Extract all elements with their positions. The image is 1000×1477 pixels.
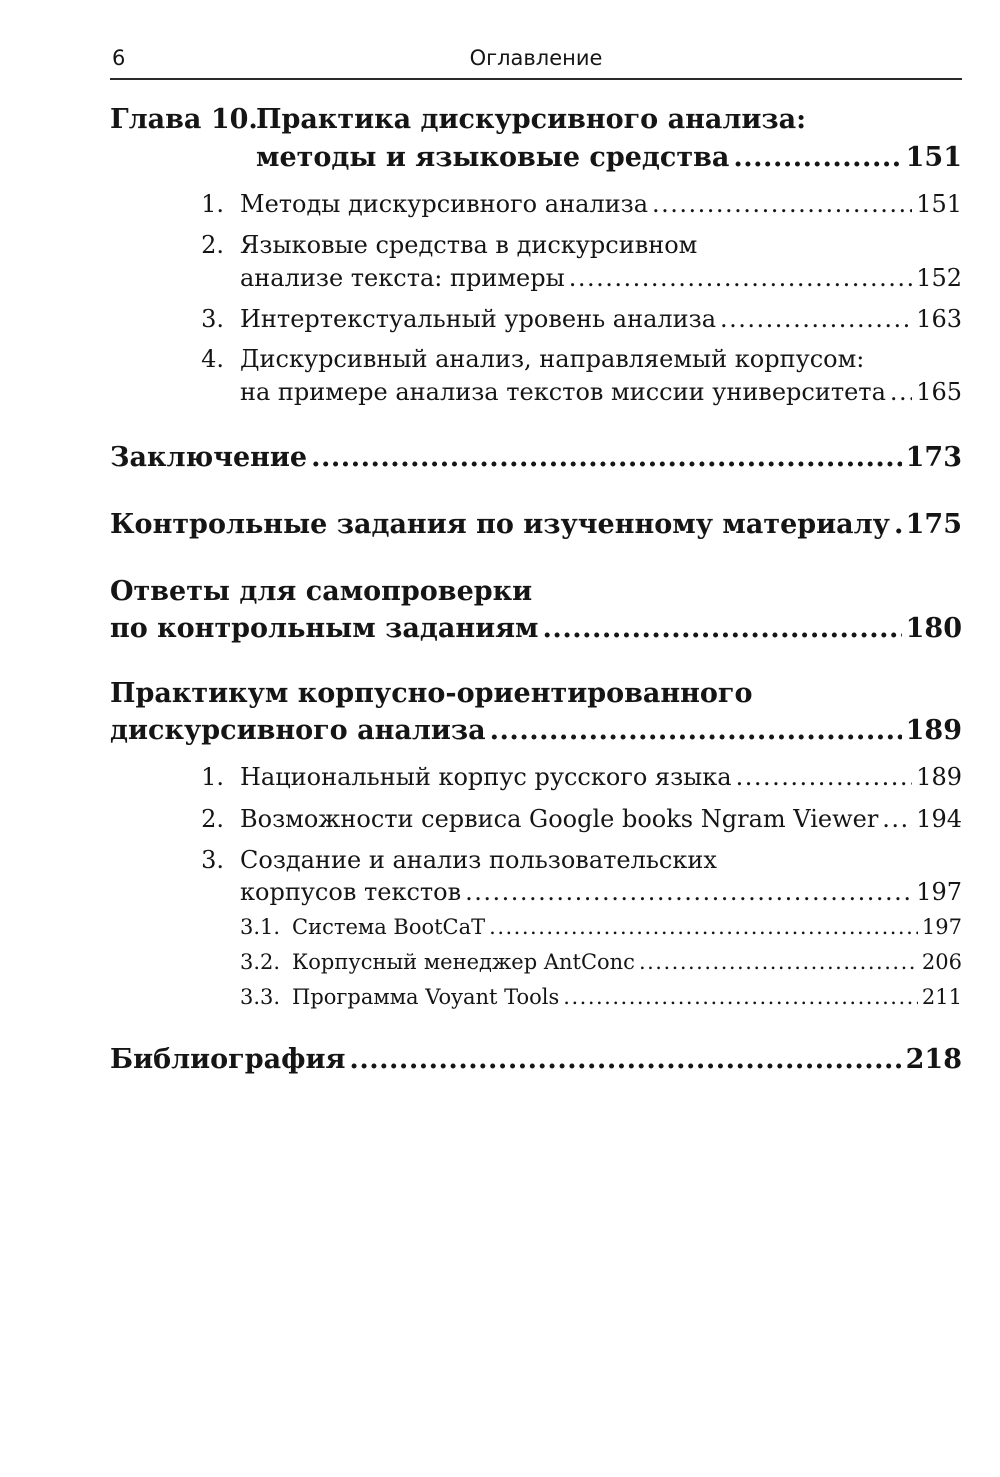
toc-entry-control-tasks[interactable] bbox=[110, 509, 962, 549]
dot-leader bbox=[489, 915, 918, 939]
page-number: 6 bbox=[112, 46, 126, 70]
dot-leader bbox=[733, 142, 901, 173]
section-title-line2: корпусов текстов bbox=[240, 878, 462, 906]
page-ref: 163 bbox=[916, 305, 962, 333]
toc-subsection-3-2[interactable] bbox=[240, 950, 962, 980]
section-title: Возможности сервиса Google books Ngram Viewer bbox=[240, 805, 879, 833]
page-ref: 206 bbox=[921, 950, 962, 974]
dot-leader bbox=[894, 509, 902, 540]
section-number: 1. bbox=[201, 190, 224, 218]
entry-title-line2: по контрольным заданиям bbox=[110, 613, 539, 644]
entry-title-line1: Ответы для самопроверки bbox=[110, 576, 533, 607]
page-ref: 175 bbox=[905, 509, 962, 540]
section-number: 4. bbox=[201, 345, 224, 373]
entry-title: Контрольные задания по изученному материалу bbox=[110, 509, 890, 540]
page-ref: 173 bbox=[905, 442, 962, 473]
section-title: Методы дискурсивного анализа bbox=[240, 190, 649, 218]
chapter-title-line2: методы и языковые средства bbox=[256, 142, 730, 173]
subsection-number: 3.1. bbox=[240, 915, 281, 939]
section-number: 2. bbox=[201, 231, 224, 259]
toc-entry-practicum[interactable] bbox=[110, 678, 962, 758]
toc-entry-bibliography[interactable] bbox=[110, 1044, 962, 1084]
entry-title: Библиография bbox=[110, 1044, 346, 1075]
dot-leader bbox=[569, 264, 912, 292]
dot-leader bbox=[563, 985, 918, 1009]
section-title-line2: анализе текста: примеры bbox=[240, 264, 565, 292]
toc-section-10-1[interactable] bbox=[200, 190, 962, 222]
section-title: Национальный корпус русского языка bbox=[240, 763, 732, 791]
dot-leader bbox=[882, 805, 912, 833]
dot-leader bbox=[890, 378, 912, 406]
section-title-line1: Языковые средства в дискурсивном bbox=[240, 231, 698, 259]
entry-title-line1: Практикум корпусно-ориентированного bbox=[110, 678, 753, 709]
page-ref: 151 bbox=[905, 142, 962, 173]
section-number: 2. bbox=[201, 805, 224, 833]
toc-subsection-3-3[interactable] bbox=[240, 985, 962, 1015]
dot-leader bbox=[639, 950, 918, 974]
section-number: 3. bbox=[201, 846, 224, 874]
page-ref: 180 bbox=[905, 613, 962, 644]
toc-section-10-3[interactable] bbox=[200, 305, 962, 337]
entry-title-line2: дискурсивного анализа bbox=[110, 715, 486, 746]
subsection-title: Система BootCaT bbox=[292, 915, 486, 939]
page-ref: 189 bbox=[916, 763, 962, 791]
page-ref: 211 bbox=[921, 985, 962, 1009]
subsection-number: 3.3. bbox=[240, 985, 281, 1009]
page-ref: 152 bbox=[916, 264, 962, 292]
toc-entry-conclusion[interactable] bbox=[110, 442, 962, 482]
toc-section-10-2[interactable] bbox=[200, 231, 962, 297]
chapter-prefix: Глава 10. bbox=[110, 104, 258, 135]
page-header bbox=[110, 40, 962, 80]
dot-leader bbox=[543, 613, 902, 644]
dot-leader bbox=[736, 763, 913, 791]
running-title: Оглавление bbox=[469, 46, 603, 70]
dot-leader bbox=[465, 878, 912, 906]
page-ref: 197 bbox=[916, 878, 962, 906]
subsection-title: Программа Voyant Tools bbox=[292, 985, 560, 1009]
section-title-line1: Дискурсивный анализ, направляемый корпусом: bbox=[240, 345, 865, 373]
toc-section-10-4[interactable] bbox=[200, 345, 962, 411]
toc-entry-answers[interactable] bbox=[110, 576, 962, 656]
subsection-title: Корпусный менеджер AntConc bbox=[292, 950, 635, 974]
subsection-number: 3.2. bbox=[240, 950, 281, 974]
dot-leader bbox=[311, 442, 902, 473]
dot-leader bbox=[720, 305, 912, 333]
section-title-line2: на примере анализа текстов миссии университета bbox=[240, 378, 886, 406]
dot-leader bbox=[652, 190, 912, 218]
page-ref: 197 bbox=[921, 915, 962, 939]
chapter-title-line1: Практика дискурсивного анализа: bbox=[256, 104, 807, 135]
dot-leader bbox=[349, 1044, 901, 1075]
page-ref: 218 bbox=[905, 1044, 962, 1075]
page-ref: 151 bbox=[916, 190, 962, 218]
dot-leader bbox=[490, 715, 902, 746]
toc-section-practicum-2[interactable] bbox=[200, 805, 962, 837]
toc-section-practicum-3[interactable] bbox=[200, 846, 962, 912]
page-ref: 194 bbox=[916, 805, 962, 833]
section-title: Интертекстуальный уровень анализа bbox=[240, 305, 717, 333]
toc-section-practicum-1[interactable] bbox=[200, 763, 962, 795]
section-number: 3. bbox=[201, 305, 224, 333]
section-number: 1. bbox=[201, 763, 224, 791]
toc-entry-chapter-10[interactable] bbox=[110, 104, 962, 184]
entry-title: Заключение bbox=[110, 442, 308, 473]
page-ref: 165 bbox=[916, 378, 962, 406]
page-ref: 189 bbox=[905, 715, 962, 746]
section-title-line1: Создание и анализ пользовательских bbox=[240, 846, 717, 874]
toc-subsection-3-1[interactable] bbox=[240, 915, 962, 945]
